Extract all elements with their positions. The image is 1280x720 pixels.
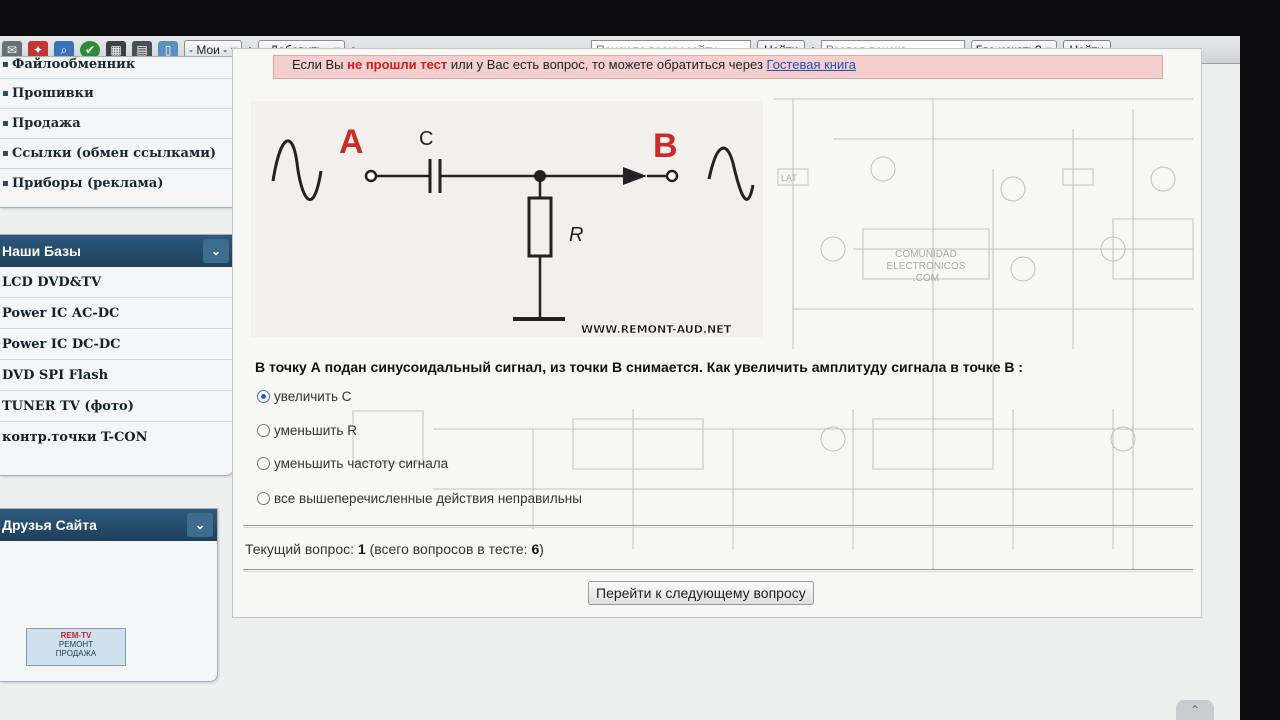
radio-button[interactable] [257, 492, 270, 505]
answer-option[interactable] [257, 491, 582, 506]
label-r: R [569, 224, 584, 246]
browser-screen [0, 36, 1240, 720]
status-suffix: ) [539, 541, 544, 557]
status-prefix: Текущий вопрос: [245, 541, 358, 557]
sidebar-item-links[interactable]: ▪ Ссылки (обмен ссылками) [0, 139, 239, 169]
total-questions-number: 6 [531, 541, 540, 557]
point-a [366, 171, 376, 181]
promo-line-2: РЕМОНТ [58, 640, 94, 649]
radio-button[interactable] [257, 424, 270, 437]
status-middle: (всего вопросов в тесте: [365, 541, 532, 557]
promo-line-3: ПРОДАЖА [55, 649, 97, 658]
answer-option[interactable] [257, 456, 448, 471]
notice-middle: или у Вас есть вопрос, то можете обратиться через [447, 57, 767, 72]
sidebar-item-sale[interactable]: ▪ Продажа [0, 109, 239, 139]
base-item-power-dc-dc[interactable]: Power IC DC-DC [0, 329, 233, 360]
film-icon[interactable]: ▤ [132, 41, 152, 59]
mine-select-label: - Мои - [189, 42, 228, 57]
point-b [667, 171, 677, 181]
chevron-down-icon[interactable]: ⌄ [203, 239, 229, 263]
notice-prefix: Если Вы [292, 57, 348, 72]
base-item-tuner-tv[interactable]: TUNER TV (фото) [0, 391, 233, 422]
site-watermark: WWW.REMONT-AUD.NET [581, 323, 732, 336]
promo-line-1: REM-TV [60, 631, 92, 640]
book-icon[interactable]: ▯ [158, 41, 178, 59]
base-item-lcd-dvd-tv[interactable]: LCD DVD&TV [0, 267, 233, 298]
our-bases-title: Наши Базы [2, 243, 81, 259]
label-b: B [653, 127, 678, 165]
notice-banner [273, 55, 1163, 79]
grid-icon[interactable]: ▦ [106, 41, 126, 59]
sidebar-item-file-exchange[interactable]: ▪ Файлообменник [0, 57, 239, 79]
bg-label-lat: LAT [781, 173, 797, 183]
base-item-power-ac-dc[interactable]: Power IC AC-DC [0, 298, 233, 329]
option-label: все вышеперечисленные действия неправильны [274, 491, 582, 506]
label-c: C [419, 128, 434, 150]
sidebar-item-devices[interactable]: ▪ Приборы (реклама) [0, 169, 239, 199]
friends-header[interactable] [0, 509, 217, 541]
mail-icon[interactable]: ✉ [2, 41, 22, 59]
our-bases-panel [0, 234, 234, 476]
current-question-number: 1 [357, 541, 366, 557]
circuit-diagram [251, 101, 763, 337]
answer-option[interactable] [257, 389, 352, 404]
sidebar-item-firmware[interactable]: ▪ Прошивки [0, 79, 239, 109]
base-item-tcon[interactable]: контр.точки T-CON [2, 430, 148, 445]
search-icon[interactable]: ⌕ [54, 41, 74, 59]
friends-title: Друзья Сайта [2, 517, 97, 533]
answer-option[interactable] [257, 423, 357, 438]
quiz-content [232, 48, 1202, 618]
notice-warning: не прошли тест [347, 57, 448, 72]
arrow-head [623, 167, 647, 185]
quiz-progress [245, 541, 544, 557]
option-label: уменьшить R [274, 423, 357, 438]
bg-label-1: COMUNIDAD [895, 249, 957, 260]
gift-icon[interactable]: ✦ [28, 41, 48, 59]
divider [243, 525, 1193, 528]
our-bases-header[interactable] [0, 235, 233, 267]
next-question-button[interactable]: Перейти к следующему вопросу [588, 581, 814, 605]
option-label: уменьшить частоту сигнала [274, 456, 449, 471]
divider [243, 569, 1193, 572]
question-text: В точку А подан синусоидальный сигнал, из точки В снимается. Как увеличить амплитуду сигнала в точке В : [255, 359, 1024, 375]
bg-label-2: ELECTRONICOS [886, 261, 966, 272]
radio-button[interactable] [257, 390, 270, 403]
chevron-down-icon[interactable]: ⌄ [187, 513, 213, 537]
sidebar-links-panel [0, 56, 240, 208]
rem-tv-banner[interactable] [26, 628, 126, 666]
scroll-to-top-icon[interactable]: ⌃ [1176, 700, 1214, 720]
output-sine-wave [709, 148, 753, 199]
bg-label-3: .COM [912, 273, 940, 284]
check-icon[interactable]: ✔ [80, 41, 100, 59]
input-sine-wave [273, 141, 321, 200]
radio-button[interactable] [257, 457, 270, 470]
base-item-dvd-spi-flash[interactable]: DVD SPI Flash [0, 360, 233, 391]
background-watermark [873, 249, 979, 285]
option-label: увеличить С [274, 389, 352, 404]
label-a: A [339, 123, 364, 161]
guestbook-link[interactable]: Гостевая книга [766, 57, 856, 72]
resistor-r [529, 198, 551, 256]
